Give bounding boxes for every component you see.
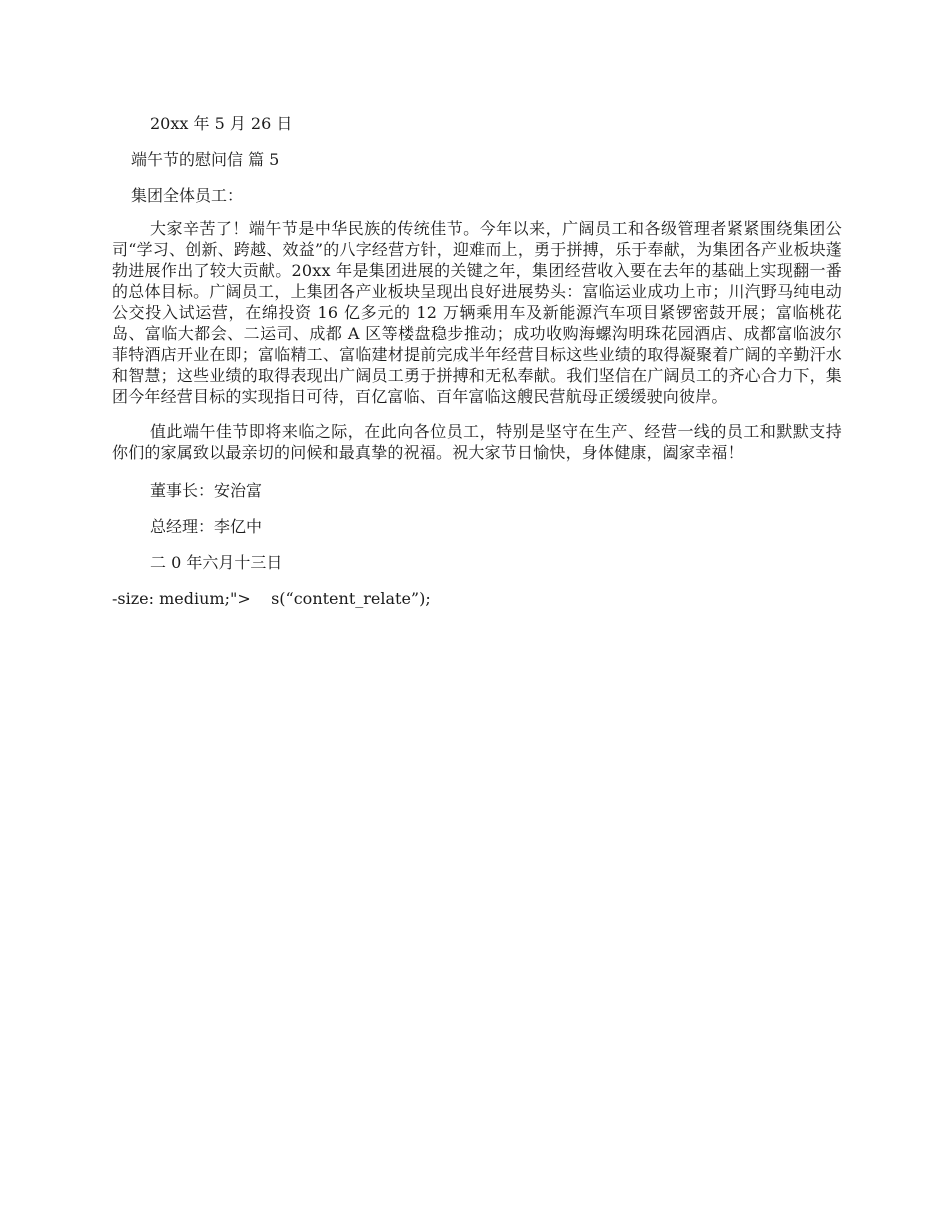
- bottom-date: 二 0 年六月十三日: [150, 553, 283, 572]
- signature-chairman: 董事长：安治富: [150, 481, 263, 500]
- salutation: 集团全体员工：: [131, 186, 244, 205]
- letter-page: [112, 110, 842, 612]
- signature-general-manager: 总经理：李亿中: [150, 517, 263, 536]
- body-paragraph-1: 大家辛苦了！端午节是中华民族的传统佳节。今年以来，广阔员工和各级管理者紧紧围绕集团公司“学习、创新、跨越、效益”的八字经营方针，迎难而上，勇于拼搏，乐于奉献，为集团各产业板块蓬勃进展作出了较大贡献。20xx 年是集团进展的关键之年，集团经营收入要在去年的基础上实现翻一番的总体目标。广阔员工，上集团各产业板块呈现出良好进展势头：富临运业成功上市；川汽野马纯电动公交投入试运营，在绵投资 16 亿多元的 12 万辆乘用车及新能源汽车项目紧锣密鼓开展；富临桃花岛、富临大都会、二运司、成都 A 区等楼盘稳步推动；成功收购海螺沟明珠花园酒店、成都富临波尔菲特酒店开业在即；富临精工、富临建材提前完成半年经营目标这些业绩的取得凝聚着广阔的辛勤汗水和智慧；这些业绩的取得表现出广阔员工勇于拼搏和无私奉献。我们坚信在广阔员工的齐心合力下，集团今年经营目标的实现指日可待，百亿富临、百年富临这艘民营航母正缓缓驶向彼岸。: [112, 219, 842, 406]
- code-fragment: -size: medium;"> s(“content_relate”);: [112, 589, 431, 608]
- body-paragraph-2: 值此端午佳节即将来临之际，在此向各位员工，特别是坚守在生产、经营一线的员工和默默支持你们的家属致以最亲切的问候和最真挚的祝福。祝大家节日愉快，身体健康，阖家幸福！: [112, 422, 842, 462]
- top-date: 20xx 年 5 月 26 日: [150, 114, 293, 133]
- section-title: 端午节的慰问信 篇 5: [131, 150, 280, 169]
